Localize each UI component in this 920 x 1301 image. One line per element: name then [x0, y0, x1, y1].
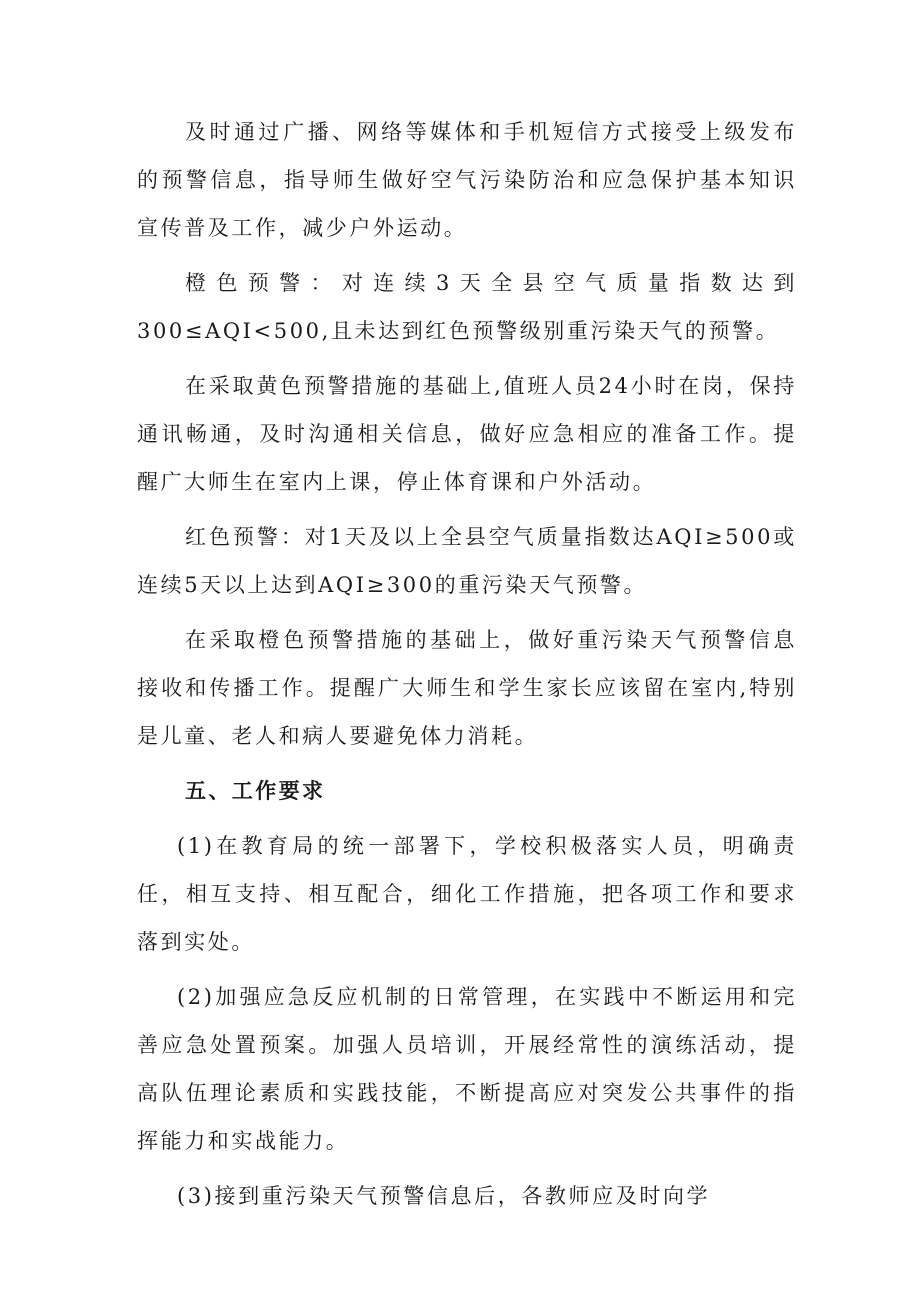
document-body [137, 108, 797, 1227]
paragraph-red-warning-definition: 红色预警：对1天及以上全县空气质量指数达AQI≥500或连续5天以上达到AQI≥300的重污染天气预警。 [137, 525, 797, 597]
requirement-item-1: (1)在教育局的统一部署下，学校积极落实人员，明确责任，相互支持、相互配合，细化工作措施，把各项工作和要求落到实处。 [137, 834, 797, 954]
paragraph-orange-warning-measures: 在采取黄色预警措施的基础上,值班人员24小时在岗，保持通讯畅通，及时沟通相关信息，做好应急相应的准备工作。提醒广大师生在室内上课，停止体育课和户外活动。 [137, 374, 797, 494]
paragraph-yellow-warning-measures: 及时通过广播、网络等媒体和手机短信方式接受上级发布的预警信息，指导师生做好空气污染防治和应急保护基本知识宣传普及工作，减少户外运动。 [137, 120, 797, 240]
requirement-item-2: (2)加强应急反应机制的日常管理，在实践中不断运用和完善应急处置预案。加强人员培训，开展经常性的演练活动，提高队伍理论素质和实践技能，不断提高应对突发公共事件的指挥能力和实战能力。 [137, 985, 797, 1153]
section-heading-work-requirements: 五、工作要求 [185, 779, 326, 803]
paragraph-orange-warning-definition: 橙色预警：对连续3天全县空气质量指数达到300≤AQI<500,且未达到红色预警级别重污染天气的预警。 [137, 271, 797, 343]
requirement-item-3: (3)接到重污染天气预警信息后，各教师应及时向学 [177, 1184, 711, 1208]
paragraph-red-warning-measures: 在采取橙色预警措施的基础上，做好重污染天气预警信息接收和传播工作。提醒广大师生和学生家长应该留在室内,特别是儿童、老人和病人要避免体力消耗。 [137, 628, 797, 748]
